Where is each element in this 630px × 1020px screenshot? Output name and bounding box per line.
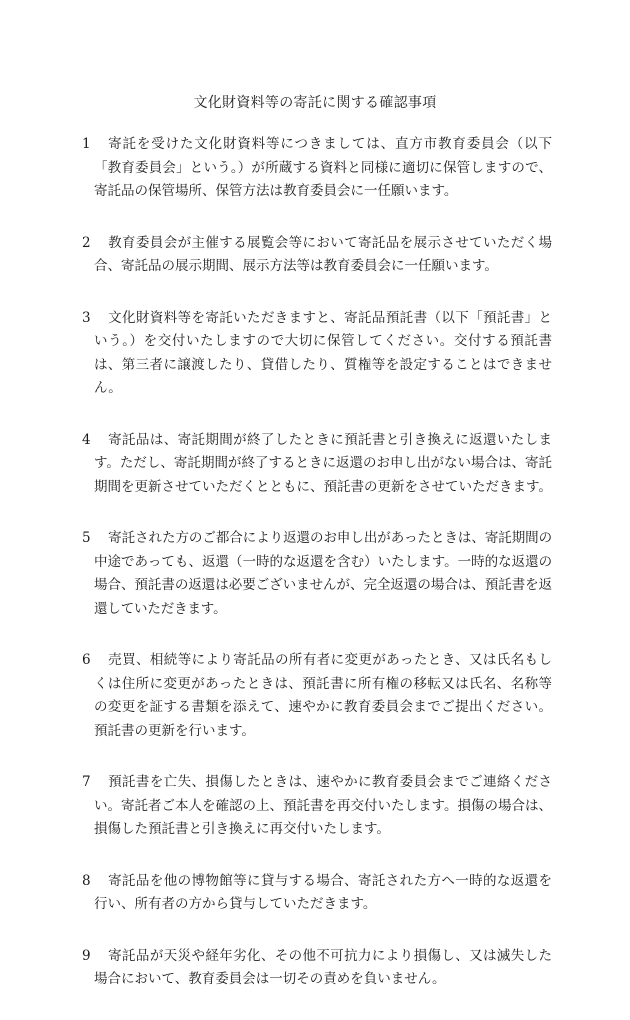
list-item [82, 945, 552, 992]
item-number: 7 [82, 774, 91, 790]
item-number: 8 [82, 872, 91, 889]
item-number: 2 [82, 234, 91, 251]
item-number: 6 [82, 652, 91, 668]
document-title: 文化財資料等の寄託に関する確認事項 [193, 95, 437, 111]
item-text: 寄託品を他の博物館等に貸与する場合、寄託された方へ一時的な返還を行い、所有者の方から貸与していただきます。 [94, 872, 552, 912]
item-number: 1 [82, 136, 91, 152]
list-item [82, 133, 552, 204]
item-text: 文化財資料等を寄託いただきますと、寄託品預託書（以下「預託書」という。）を交付いたしますので大切に保管してください。交付する預託書は、第三者に譲渡したり、貸借したり、質権等を設定することはできません。 [94, 309, 552, 396]
list-item [82, 649, 552, 743]
list-item [82, 771, 552, 842]
item-text: 寄託品は、寄託期間が終了したときに預託書と引き換えに返還いたします。ただし、寄託期間が終了するときに返還のお申し出がない場合は、寄託期間を更新させていただくとともに、預託書の更新をさせていただきます。 [94, 431, 552, 495]
item-text: 売買、相続等により寄託品の所有者に変更があったとき、又は氏名もしくは住所に変更があったときは、預託書に所有権の移転又は氏名、名称等の変更を証する書類を添えて、速やかに教育委員会までご提出ください。預託書の更新を行います。 [94, 652, 552, 739]
item-text: 寄託品が天災や経年劣化、その他不可抗力により損傷し、又は滅失した場合において、教育委員会は一切その責めを負いません。 [94, 947, 552, 987]
item-number: 9 [82, 947, 91, 964]
item-text: 寄託された方のご都合により返還のお申し出があったときは、寄託期間の中途であっても、返還（一時的な返還を含む）いたします。一時的な返還の場合、預託書の返還は必要ございませんが、完全返還の場合は、預託書を返還していただきます。 [94, 530, 552, 617]
item-number: 5 [82, 530, 91, 546]
list-item [82, 870, 552, 917]
item-text: 教育委員会が主催する展覧会等において寄託品を展示させていただく場合、寄託品の展示期間、展示方法等は教育委員会に一任願います。 [94, 234, 552, 274]
confirmation-items-list [82, 133, 552, 1020]
item-number: 3 [82, 309, 91, 326]
item-text: 寄託を受けた文化財資料等につきましては、直方市教育委員会（以下「教育委員会」という。）が所蔵する資料と同様に適切に保管しますので、寄託品の保管場所、保管方法は教育委員会に一任願います。 [94, 136, 552, 199]
list-item [82, 527, 552, 621]
item-number: 4 [82, 431, 91, 448]
item-text: 預託書を亡失、損傷したときは、速やかに教育委員会までご連絡ください。寄託者ご本人を確認の上、預託書を再交付いたします。損傷の場合は、損傷した預託書と引き換えに再交付いたします。 [94, 774, 552, 837]
list-item [82, 429, 552, 500]
list-item [82, 307, 552, 401]
list-item [82, 232, 552, 279]
